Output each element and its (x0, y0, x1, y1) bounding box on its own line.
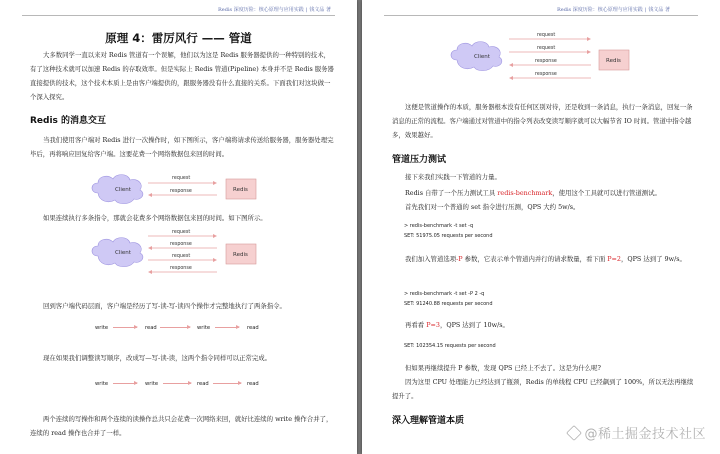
seq-step: read (247, 381, 259, 387)
section-heading: Redis 的消息交互 (30, 116, 107, 126)
header-rule (22, 15, 335, 16)
left-page (0, 0, 357, 454)
section-heading-pipeline-essence: 深入理解管道本质 (392, 416, 465, 426)
paragraph-8: 因为这里 CPU 处理能力已经达到了瓶颈，Redis 的单线程 CPU 已经飙到了 100%，所以无法再继续提升了。 (392, 378, 694, 400)
book-author: 钱文品 著 (309, 7, 331, 13)
response-label: response (170, 266, 192, 271)
book-title: Redis 深度历险：核心原理与应用实践 (218, 7, 304, 13)
code-line: SET: 91240.88 requests per second (404, 301, 493, 307)
option-p3: P=3 (426, 321, 440, 329)
redis-label: Redis (606, 58, 621, 64)
paragraph-pipeline-essence: 这便是管道操作的本质，服务器根本没有任何区别对待，还是收到一条消息，执行一条消息，回复一条消息的正常的流程。客户端通过对管道中的指令列表改变读写顺序就可以大幅节省 IO 时间。管道中指令越多，效果越好。 (392, 103, 693, 139)
paragraph-1: 当我们使用客户端对 Redis 进行一次操作时，如下图所示，客户端将请求传送给服务器，服务器处理完毕后，再将响应回复给客户端。这要花费一个网络数据包来回的时间。 (30, 136, 334, 158)
paragraph-5: 我们加入管道选项-P 参数，它表示单个管道内并行的请求数量，看下面 P=2，QPS 达到了 9w/s。 (405, 255, 686, 263)
paragraph-3: Redis 自带了一个压力测试工具 redis-benchmark，使用这个工具就可以进行管道测试。 (405, 189, 661, 197)
watermark: @稀土掘金技术社区 (567, 423, 706, 442)
request-label: request (172, 254, 191, 259)
client-label: Client (115, 250, 131, 256)
single-request-diagram (88, 171, 268, 207)
intro-paragraph: 大多数同学一直以来对 Redis 管道有一个误解，他们以为这是 Redis 服务器提供的一种特别的技术，有了这种技术就可以加速 Redis 的存取效率。但是实际上 Redis 管道(Pipeline) 本身并不是 Redis 服务器直接提供的技术，这个技术本质上是由客户端提供的，跟服务器没有什么直接的关系。下面我们对这块做一个深入探究。 (30, 51, 334, 101)
seq-step: read (247, 325, 259, 331)
chapter-title: 原理 4：雷厉风行 —— 管道 (105, 31, 252, 45)
paragraph-6: 再看看 P=3，QPS 达到了 10w/s。 (405, 321, 509, 329)
book-author: 钱文品 著 (648, 7, 670, 13)
seq-step: read (145, 325, 157, 331)
code-block-3 (404, 341, 496, 351)
redis-label: Redis (233, 187, 248, 193)
multi-request-diagram (88, 226, 268, 278)
request-label: request (172, 176, 191, 181)
seq-step: read (197, 381, 209, 387)
code-line: > redis-benchmark -t set -q (404, 223, 474, 229)
benchmark-tool-name: redis-benchmark (497, 189, 553, 197)
section-heading-benchmark: 管道压力测试 (392, 155, 447, 165)
code-line: SET: 102354.15 requests per second (404, 343, 496, 349)
seq-step: write (197, 325, 211, 331)
option-p2: P=2 (607, 255, 621, 263)
sequence-write-read-write-read (95, 325, 275, 333)
response-label: response (535, 72, 557, 77)
request-label: request (537, 46, 556, 51)
client-label: Client (474, 54, 490, 60)
request-label: request (172, 230, 191, 235)
right-page (362, 0, 720, 454)
seq-step: write (95, 325, 109, 331)
paragraph-2: 如果连续执行多条指令，那就会花费多个网络数据包来回的时间。如下图所示。 (43, 214, 267, 222)
seq-step: write (145, 381, 159, 387)
paragraph-3: 回到客户端代码层面，客户端是经历了写-读-写-读四个操作才完整地执行了两条指令。 (43, 302, 286, 310)
code-block-1 (404, 221, 493, 241)
client-label: Client (115, 187, 131, 193)
running-header: Redis 深度历险：核心原理与应用实践 | 钱文品 著 (218, 7, 331, 13)
paragraph-5: 两个连续的写操作和两个连续的读操作总共只会花费一次网络来回，就好比连续的 write 操作合并了，连续的 read 操作也合并了一样。 (30, 415, 333, 437)
paragraph-7: 但如果再继续提升 P 参数，发现 QPS 已经上不去了。这是为什么呢? (405, 364, 601, 372)
response-label: response (170, 242, 192, 247)
response-label: response (170, 189, 192, 194)
code-line: SET: 51975.05 requests per second (404, 233, 493, 239)
paragraph-2: 接下来我们实践一下管道的力量。 (405, 173, 501, 181)
request-label: request (537, 33, 556, 38)
sequence-write-write-read-read (95, 381, 275, 389)
code-line: > redis-benchmark -t set -P 2 -q (404, 291, 485, 297)
running-header: Redis 深度历险：核心原理与应用实践 | 钱文品 著 (557, 7, 670, 13)
option-p: -P (456, 255, 463, 263)
watermark-logo-icon (567, 425, 583, 441)
paragraph-4: 现在如果我们调整读写顺序，改成写—写-读-读，这两个指令同样可以正常完成。 (43, 354, 271, 362)
header-rule (384, 15, 698, 16)
seq-step: write (95, 381, 109, 387)
redis-label: Redis (233, 252, 248, 258)
paragraph-4: 首先我们对一个普通的 set 指令进行压测，QPS 大约 5w/s。 (405, 203, 580, 211)
response-label: response (535, 59, 557, 64)
pipeline-diagram (447, 28, 647, 84)
code-block-2 (404, 289, 493, 309)
book-title: Redis 深度历险：核心原理与应用实践 (557, 7, 643, 13)
